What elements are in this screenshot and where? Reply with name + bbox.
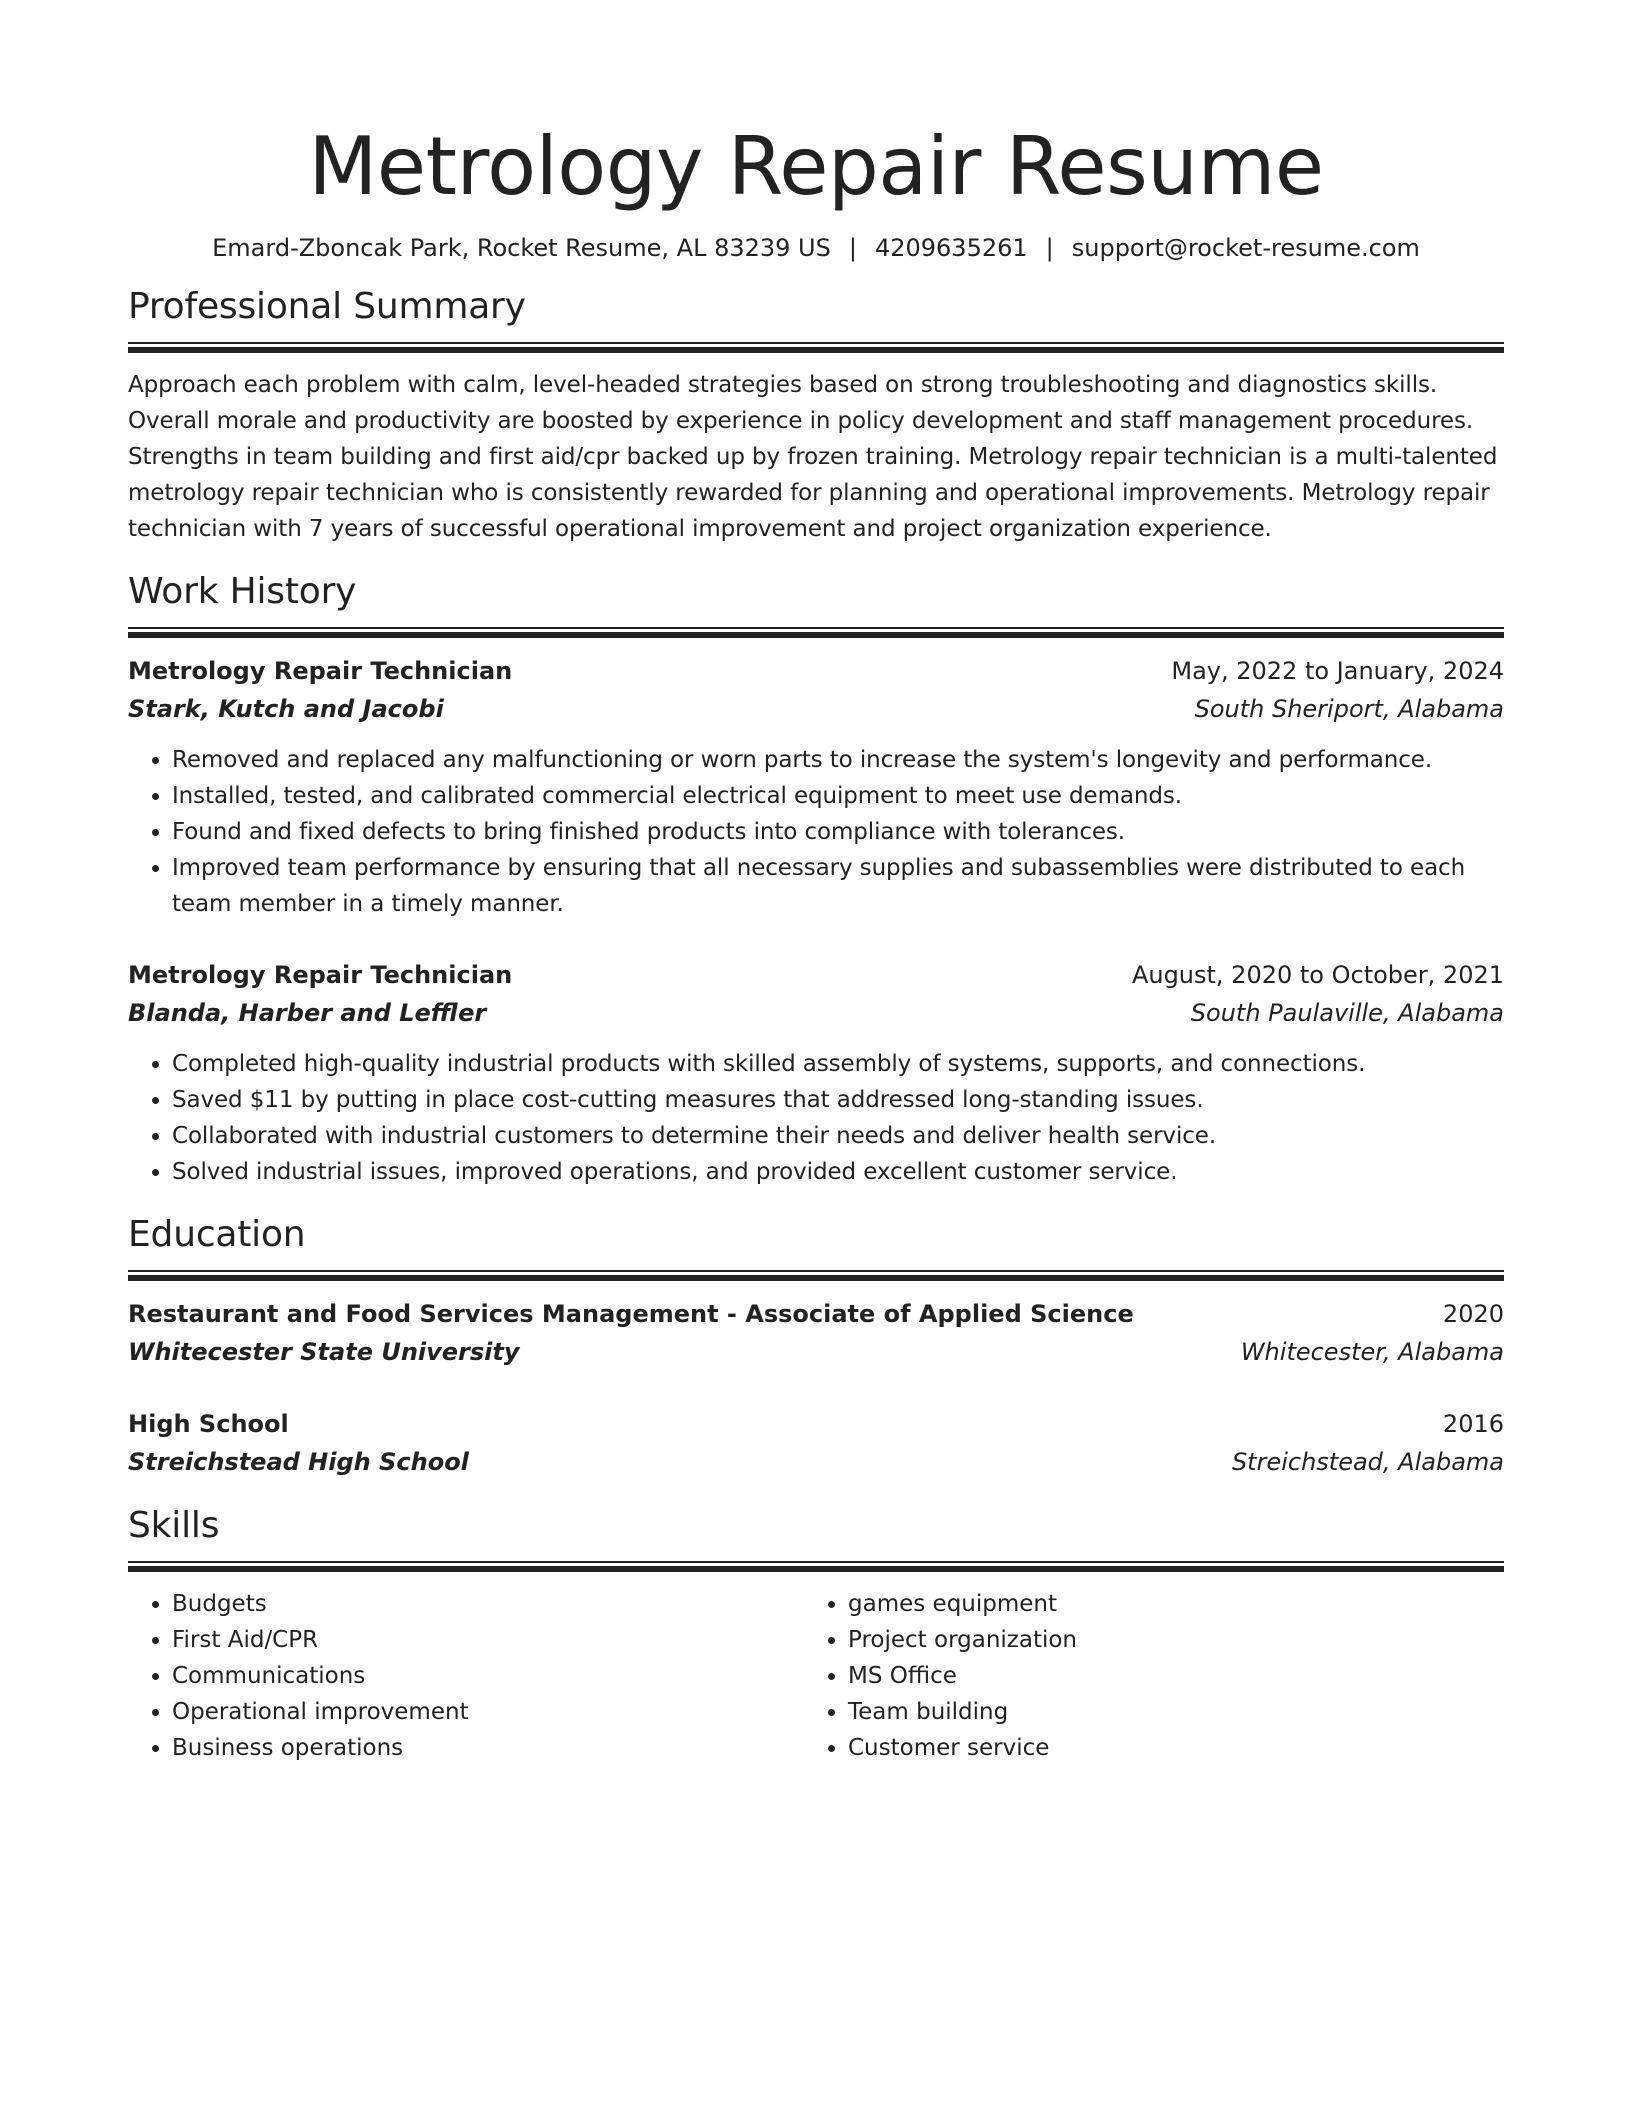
education-location: Streichstead, Alabama <box>1231 1448 1504 1476</box>
education-section <box>128 1212 1504 1481</box>
education-degree: High School <box>128 1410 289 1438</box>
education-location: Whitecester, Alabama <box>1240 1338 1504 1366</box>
skill-item: • Business operations <box>172 1730 760 1766</box>
job-bullet: • Installed, tested, and calibrated commercial electrical equipment to meet use demands. <box>172 778 1504 814</box>
skill-item: • Customer service <box>848 1730 1436 1766</box>
job-bullet: • Saved $11 by putting in place cost-cutting measures that addressed long-standing issues. <box>172 1082 1504 1118</box>
job-bullet: • Completed high-quality industrial products with skilled assembly of systems, supports, and connections. <box>172 1046 1504 1082</box>
job-title: Metrology Repair Technician <box>128 657 513 685</box>
skill-item: • Operational improvement <box>172 1694 760 1730</box>
job-bullet: • Removed and replaced any malfunctioning or worn parts to increase the system's longevity and performance. <box>172 742 1504 778</box>
job-bullet: • Found and fixed defects to bring finished products into compliance with tolerances. <box>172 814 1504 850</box>
job-company: Stark, Kutch and Jacobi <box>128 695 444 723</box>
education-entry <box>128 1405 1504 1481</box>
skills-list <box>128 1586 1504 1766</box>
job-entry <box>128 652 1504 922</box>
job-dates: May, 2022 to January, 2024 <box>1171 657 1504 685</box>
job-bullet: • Collaborated with industrial customers to determine their needs and deliver health service. <box>172 1118 1504 1154</box>
job-location: South Paulaville, Alabama <box>1190 999 1504 1027</box>
resume-page <box>128 0 1504 1766</box>
skill-item: • Project organization <box>848 1622 1436 1658</box>
summary-section <box>128 284 1504 547</box>
contact-address: Emard-Zboncak Park, Rocket Resume, AL 83239 US <box>212 234 831 262</box>
section-divider <box>128 1561 1504 1572</box>
contact-email: support@rocket-resume.com <box>1071 234 1420 262</box>
skill-item: • Communications <box>172 1658 760 1694</box>
education-heading: Education <box>128 1214 306 1255</box>
work-history-section <box>128 569 1504 1190</box>
job-location: South Sheriport, Alabama <box>1194 695 1504 723</box>
skill-item: • games equipment <box>848 1586 1436 1622</box>
summary-text: Approach each problem with calm, level-headed strategies based on strong troubleshooting and diagnostics skills. Overall morale and productivity are boosted by experience in policy development and staff management procedures. Strengths in team building and first aid/cpr backed up by frozen training. Metrology repair technician is a multi-talented metrology repair technician who is consistently rewarded for planning and operational improvements. Metrology repair technician with 7 years of successful operational improvement and project organization experience. <box>128 372 1498 542</box>
job-bullet: • Improved team performance by ensuring that all necessary supplies and subassemblies were distributed to each team member in a timely manner. <box>172 850 1504 922</box>
section-divider <box>128 1270 1504 1281</box>
contact-separator: | <box>1045 234 1054 262</box>
skill-item: • First Aid/CPR <box>172 1622 760 1658</box>
job-company: Blanda, Harber and Leffler <box>128 999 487 1027</box>
work-history-heading: Work History <box>128 571 357 612</box>
skills-column-right <box>804 1586 1436 1766</box>
education-year: 2016 <box>1442 1410 1504 1438</box>
skills-column-left <box>128 1586 760 1766</box>
education-school: Streichstead High School <box>128 1448 469 1476</box>
job-bullets <box>128 1046 1504 1190</box>
job-bullets <box>128 742 1504 922</box>
job-bullet: • Solved industrial issues, improved operations, and provided excellent customer service. <box>172 1154 1504 1190</box>
skills-heading: Skills <box>128 1505 220 1546</box>
job-title: Metrology Repair Technician <box>128 961 513 989</box>
skill-item: • MS Office <box>848 1658 1436 1694</box>
skills-section <box>128 1503 1504 1766</box>
job-entry <box>128 956 1504 1190</box>
resume-title: Metrology Repair Resume <box>308 120 1324 213</box>
education-year: 2020 <box>1442 1300 1504 1328</box>
skill-item: • Team building <box>848 1694 1436 1730</box>
summary-heading: Professional Summary <box>128 286 526 327</box>
skill-item: • Budgets <box>172 1586 760 1622</box>
section-divider <box>128 627 1504 638</box>
education-school: Whitecester State University <box>128 1338 520 1366</box>
education-entry <box>128 1295 1504 1371</box>
contact-phone: 4209635261 <box>874 234 1028 262</box>
education-degree: Restaurant and Food Services Management - Associate of Applied Science <box>128 1300 1134 1328</box>
section-divider <box>128 342 1504 353</box>
contact-separator: | <box>848 234 857 262</box>
contact-line <box>128 232 1504 264</box>
job-dates: August, 2020 to October, 2021 <box>1131 961 1504 989</box>
